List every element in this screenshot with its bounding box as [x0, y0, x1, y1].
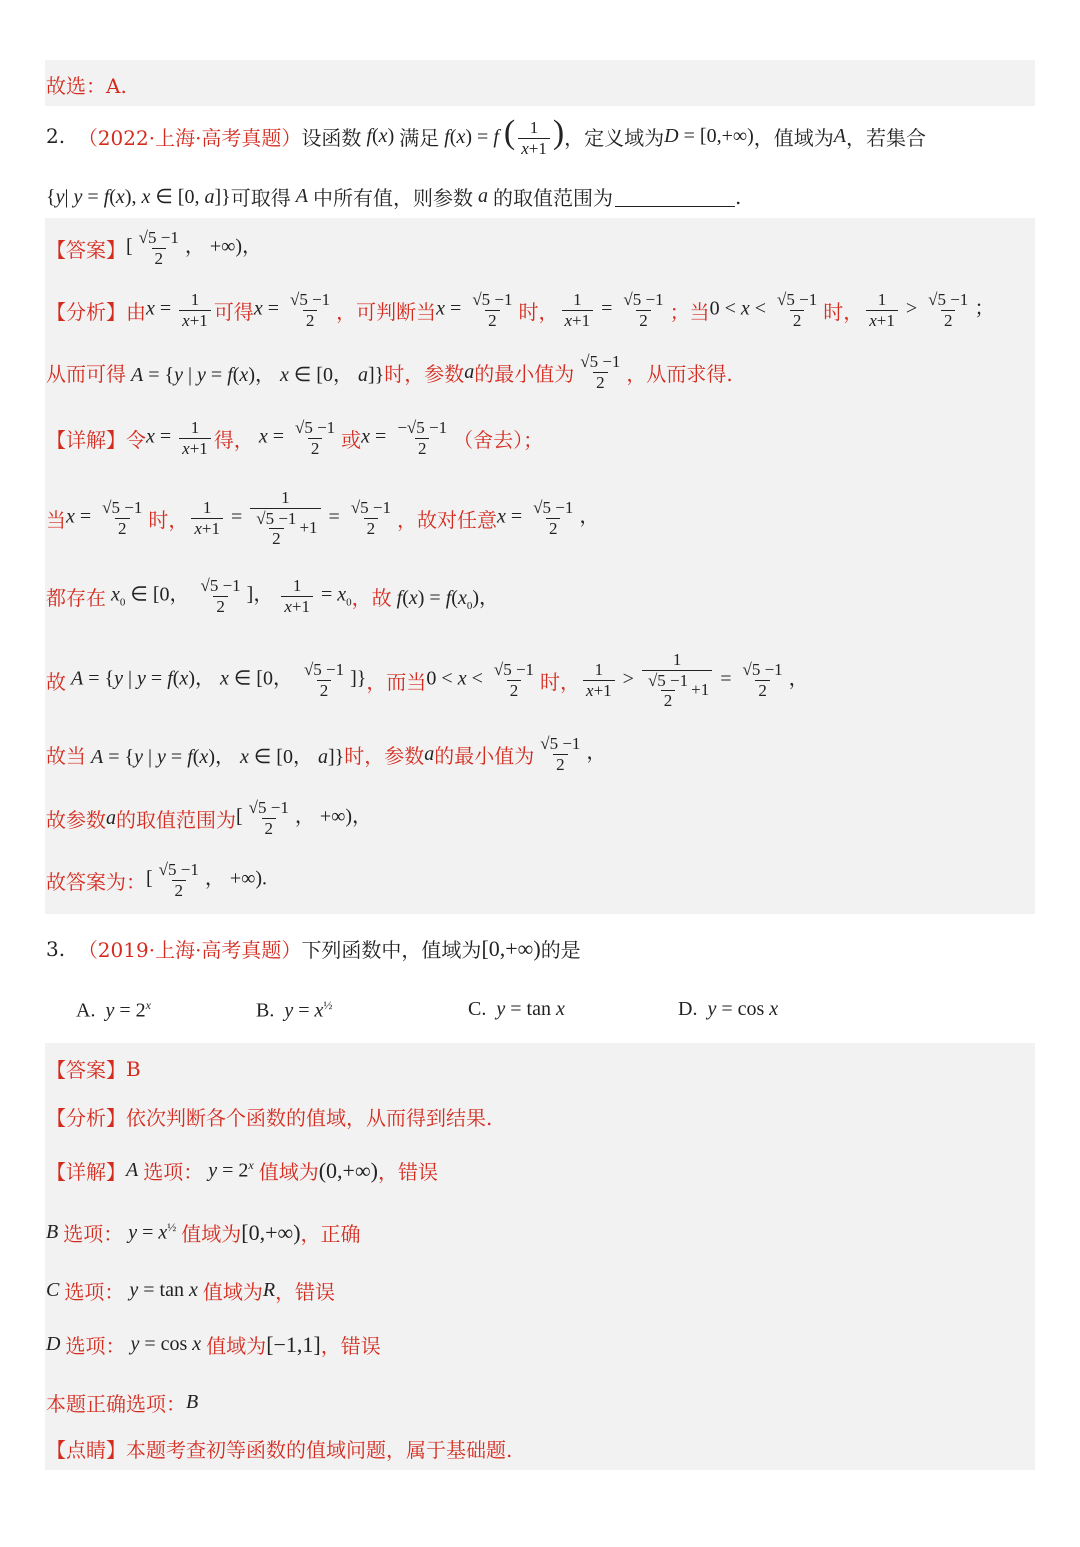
- q3-detail-a: 【详解】 A 选项： $y = 2^x$ 值域为 (0,+∞) ，错误: [46, 1157, 438, 1184]
- text: （舍去）；: [453, 427, 544, 452]
- text: 的取值范围为: [116, 807, 236, 832]
- q3-answer: [46, 1054, 141, 1083]
- text: 时，参数: [384, 361, 465, 386]
- answer-label: 【答案】: [46, 1058, 126, 1082]
- text: 选项：: [65, 1334, 126, 1358]
- question-source: （2019·上海·高考真题）: [77, 938, 302, 962]
- text: 选项：: [143, 1160, 204, 1184]
- text: 值域为: [202, 1280, 263, 1304]
- answer-panel-q1: [45, 60, 1035, 106]
- text: 本题正确选项：: [46, 1392, 186, 1416]
- q2-analysis-2: 从而可得 A = {y | y = f(x)， x ∈ [0， a]} 时，参数 a 的最小值为 $\frac{√5 -1}{2}$ ，从而求得.: [46, 352, 733, 392]
- q2-detail-3: 都存在 $x_0$ ∈ [0， $\frac{√5 -1}{2}$ ]， $\frac{1}{x+1}$ = $x_0$ ，故 $f(x) = f(x_0)$，: [46, 576, 500, 616]
- prev-answer: 故选：A.: [46, 74, 127, 98]
- analysis-text: 依次判断各个函数的值域，从而得到结果.: [126, 1106, 493, 1130]
- text: 值域为: [206, 1334, 267, 1358]
- text: 时，: [518, 299, 559, 324]
- text: ，错误: [275, 1280, 336, 1304]
- detail-label: 【详解】: [46, 427, 126, 452]
- text: ，故对任意: [396, 507, 497, 532]
- text: 从而可得: [46, 361, 126, 386]
- text: 当: [46, 507, 66, 532]
- text: 选项：: [63, 1222, 124, 1246]
- comment-label: 【点睛】: [46, 1438, 126, 1462]
- stem-text: 的是: [540, 938, 581, 962]
- text: 由: [126, 299, 146, 324]
- question-number: 2.: [46, 124, 66, 149]
- analysis-label: 【分析】: [46, 299, 126, 324]
- analysis-label: 【分析】: [46, 1106, 126, 1130]
- answer-label: 【答案】: [46, 237, 126, 262]
- q2-detail-5: 故当 A = {y | y = f(x)， x ∈ [0， a]} 时，参数 a 的最小值为 $\frac{√5 -1}{2}$ ，: [46, 734, 607, 774]
- text: ；当: [669, 299, 710, 324]
- option-a[interactable]: A. $y = 2^x$: [76, 998, 151, 1022]
- text: ，从而求得.: [626, 361, 733, 386]
- stem-text: 中所有值，则参数: [312, 186, 473, 210]
- text: 选项：: [64, 1280, 125, 1304]
- stem-text: 的取值范围为: [492, 186, 613, 210]
- text: 值域为: [258, 1160, 319, 1184]
- question-number: 3.: [46, 936, 66, 961]
- question-2-line-2: {y| y = f(x), x ∈ [0, a]} 可取得 A 中所有值，则参数 a 的取值范围为 .: [46, 182, 741, 211]
- text: 得，: [213, 427, 254, 452]
- q2-detail-4: 故 A = {y | y = f(x)， x ∈ [0， $\frac{√5 -1}{2}$ ]} ，而当 0 < x < $\frac{√5 -1}{2}$ 时， $\frac{1}{x+1}$ > 1 $\frac{√5 -1}{2}$ +1 = $\frac{√5 -1}{2}$ ，: [46, 650, 809, 711]
- q3-detail-b: B 选项： $y = x^{\frac{1}{2}}$ 值域为 [0,+∞) ，正确: [46, 1219, 361, 1246]
- stem-text: ，若集合: [845, 125, 926, 150]
- q2-detail-2: 当 x = $\frac{√5 -1}{2}$ 时， $\frac{1}{x+1}$ = 1 $\frac{√5 -1}{2}$ +1 = $\frac{√5 -1}{2}$ ，故对任意 x = $\frac{√5 -1}{2}$ ，: [46, 488, 600, 549]
- question-2-line-1: 2. （2022·上海·高考真题） 设函数 f(x) 满足 f(x) = f ( $\frac{1}{x+1}$ ) ，定义域为 D = [0,+∞) ，值域为 A ，若集合: [46, 114, 926, 158]
- text: ，错误: [377, 1160, 438, 1184]
- stem-text: 设函数: [301, 125, 362, 150]
- text: ，正确: [300, 1222, 361, 1246]
- text: ，错误: [320, 1334, 381, 1358]
- question-source: （2022·上海·高考真题）: [77, 125, 302, 150]
- stem-text: ，值域为: [753, 125, 834, 150]
- text: 时，: [540, 669, 581, 694]
- q2-detail-7: 故答案为： [ $\frac{√5 -1}{2}$ ， +∞).: [46, 860, 268, 900]
- option-d[interactable]: D. y = cos x: [678, 998, 779, 1020]
- text: 故参数: [46, 807, 106, 832]
- text: 时，: [823, 299, 864, 324]
- q3-detail-d: D 选项： y = cos x 值域为 [−1,1] ，错误: [46, 1331, 381, 1358]
- text: 可得: [213, 299, 254, 324]
- text: 故: [46, 669, 66, 694]
- stem-text: 满足: [399, 125, 440, 150]
- text: 或: [341, 427, 362, 452]
- text: 时，参数: [344, 743, 425, 768]
- stem-text: 下列函数中，值域为: [301, 938, 482, 962]
- q2-answer: 【答案】 [ $\frac{√5 -1}{2}$ ， +∞)，: [46, 228, 263, 268]
- q2-detail-1: 【详解】 令 x = $\frac{1}{x+1}$ 得， x = $\frac{√5 -1}{2}$ 或 x = $\frac{-√5 -1}{2}$ （舍去）；: [46, 418, 544, 458]
- stem-text: ，定义域为: [564, 125, 665, 150]
- text: 的最小值为: [434, 743, 535, 768]
- detail-label: 【详解】: [46, 1160, 126, 1184]
- q2-analysis-1: 【分析】 由 x = $\frac{1}{x+1}$ 可得 x = $\frac{√5 -1}{2}$ ，可判断当 x = $\frac{√5 -1}{2}$ 时， $\frac{1}{x+1}$ = $\frac{√5 -1}{2}$ ；当 0 < x < $\frac{√5 -1}{2}$ 时， $\frac{1}{x+1}$ > $\frac{√5 -1}{2}$ ；: [46, 290, 995, 330]
- stem-text: 可取得: [230, 186, 291, 210]
- q3-detail-c: C 选项： y = tan x 值域为 R ，错误: [46, 1276, 335, 1305]
- text: 都存在: [46, 585, 106, 610]
- text: ，可判断当: [336, 299, 437, 324]
- text: ，而当: [366, 669, 427, 694]
- answer-value: B: [126, 1056, 141, 1081]
- q3-comment: [46, 1434, 512, 1463]
- q2-detail-6: 故参数 a 的取值范围为 [ $\frac{√5 -1}{2}$ ， +∞)，: [46, 798, 373, 838]
- text: 故当: [46, 743, 86, 768]
- comment-text: 本题考查初等函数的值域问题，属于基础题.: [126, 1438, 513, 1462]
- option-c[interactable]: C. y = tan x: [468, 998, 565, 1020]
- q3-analysis: [46, 1102, 492, 1131]
- text: 令: [126, 427, 146, 452]
- text: ，故: [351, 585, 392, 610]
- option-b[interactable]: B. $y = x^{\frac{1}{2}}$: [256, 998, 333, 1022]
- q3-correct: 本题正确选项： B: [46, 1388, 198, 1417]
- question-3-line: 3. （2019·上海·高考真题） 下列函数中，值域为 [0,+∞) 的是: [46, 935, 581, 962]
- text: 故答案为：: [46, 869, 146, 894]
- answer-blank: [615, 186, 735, 207]
- text: 时，: [148, 507, 189, 532]
- text: 值域为: [181, 1222, 242, 1246]
- text: 的最小值为: [474, 361, 575, 386]
